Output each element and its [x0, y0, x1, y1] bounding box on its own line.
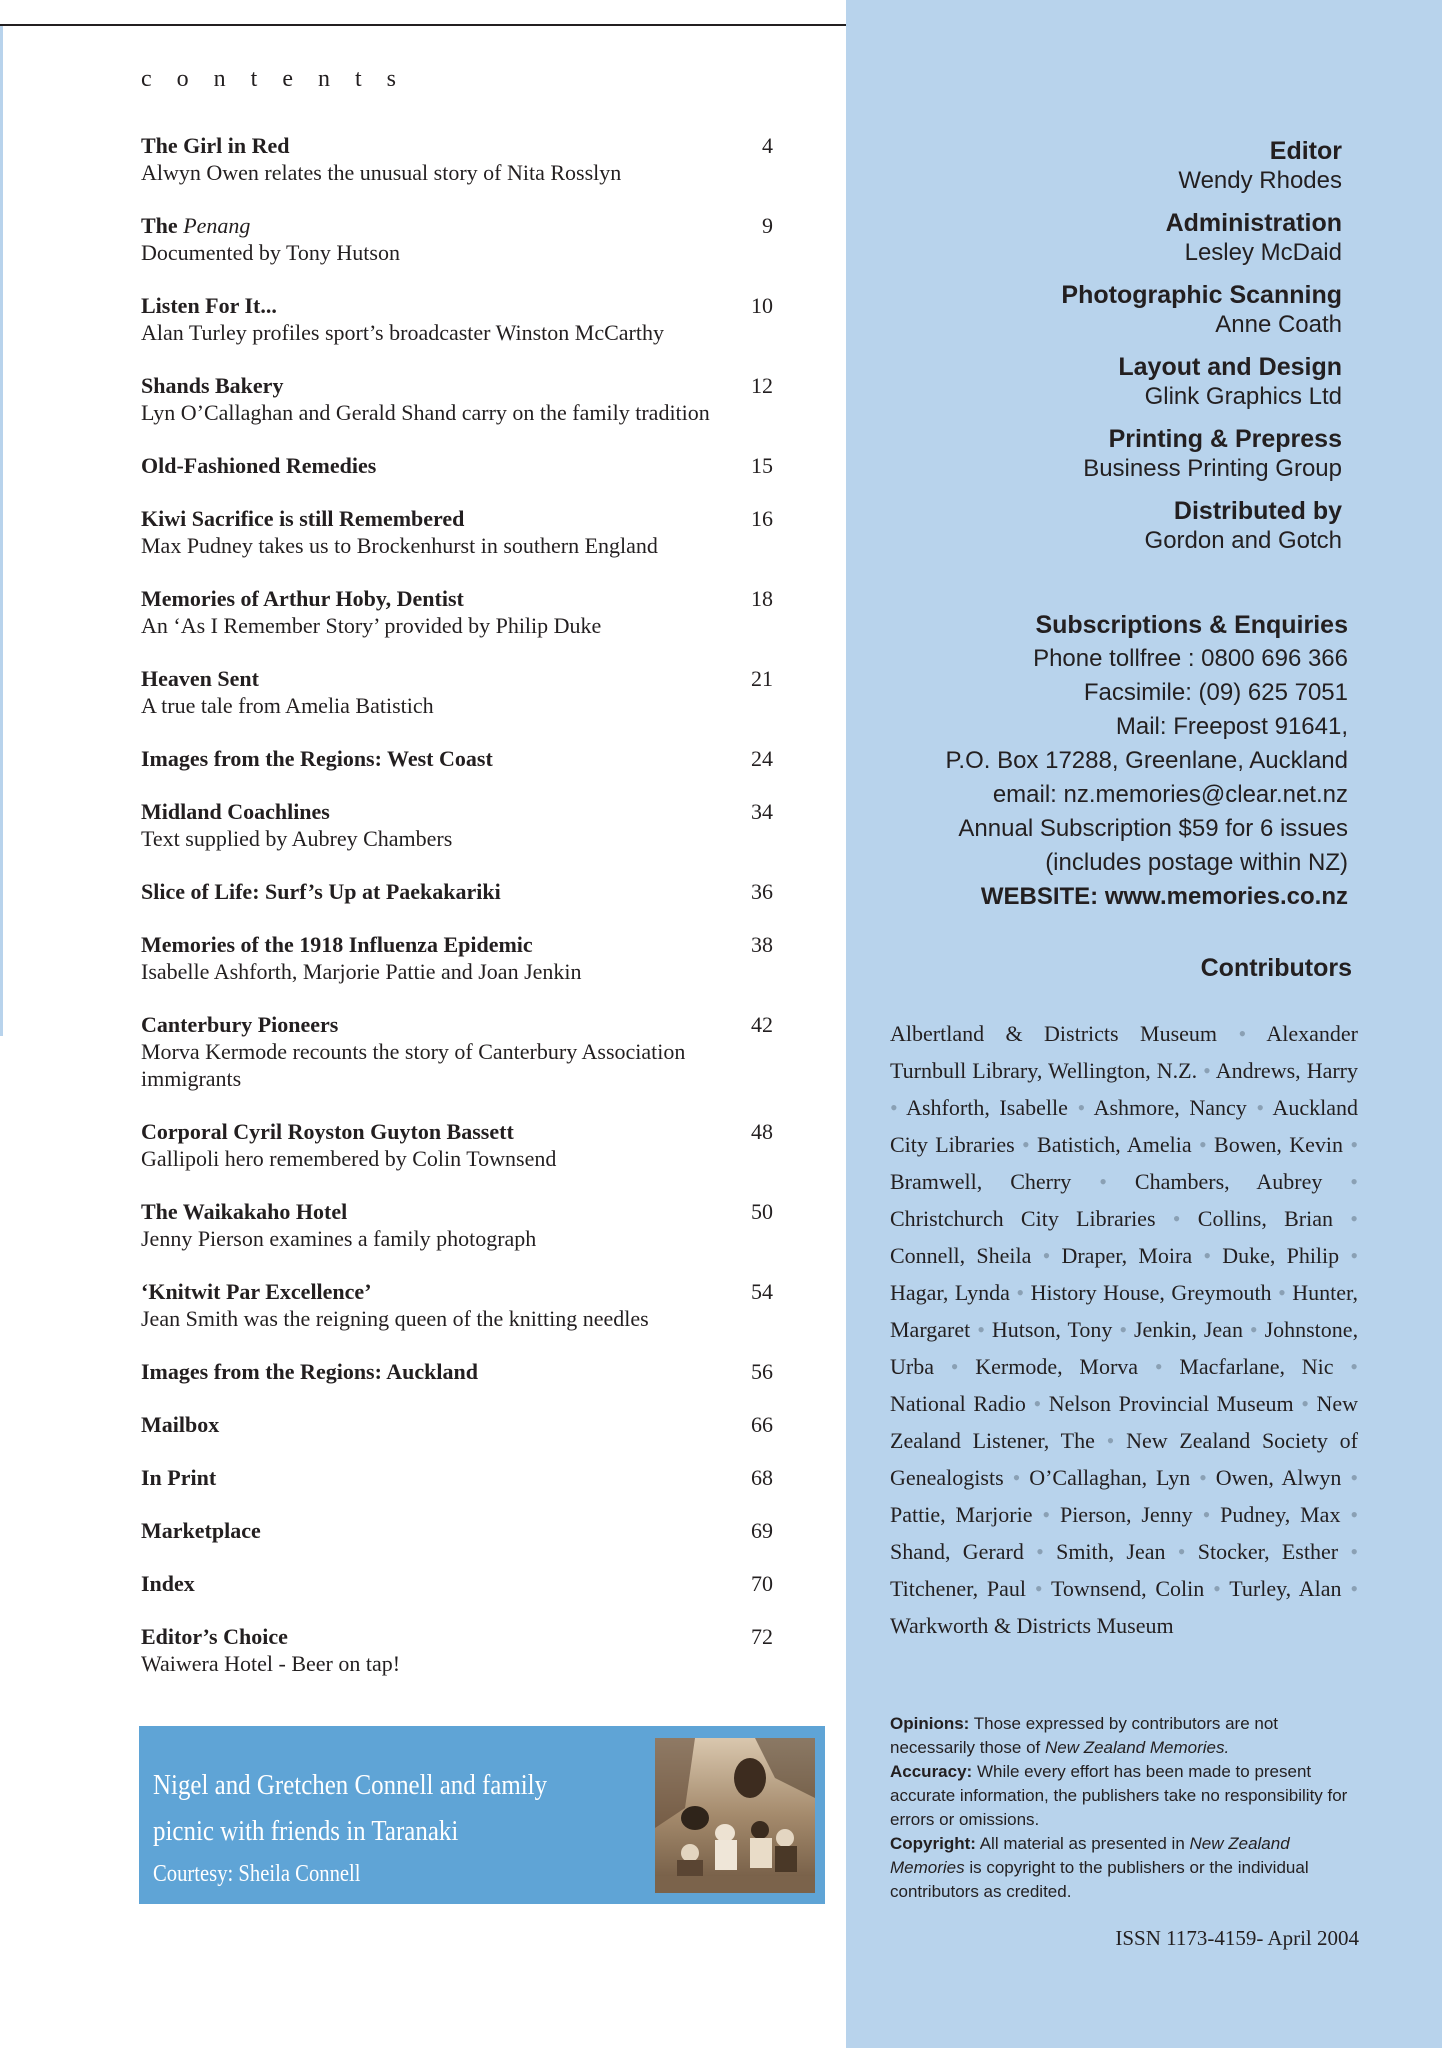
contributor-name: Turley, Alan — [1229, 1576, 1342, 1601]
contributor-name: Pierson, Jenny — [1059, 1502, 1193, 1527]
email-link[interactable]: email: nz.memories@clear.net.nz — [992, 781, 1348, 808]
toc-subtitle: Text supplied by Aubrey Chambers — [141, 826, 453, 851]
toc-entry[interactable] — [141, 132, 781, 186]
toc-entry[interactable] — [141, 1411, 781, 1438]
toc-title: The Waikakaho Hotel — [141, 1199, 348, 1224]
toc-entry[interactable] — [141, 292, 781, 346]
website-link[interactable]: WEBSITE: www.memories.co.nz — [980, 883, 1348, 910]
staff-name: Glink Graphics Ltd — [1144, 383, 1342, 410]
bullet-separator: • — [1203, 1058, 1211, 1083]
bullet-separator: • — [1350, 1243, 1359, 1268]
bullet-separator: • — [1301, 1391, 1309, 1416]
toc-entry[interactable] — [141, 1464, 781, 1491]
contributors-list — [890, 1015, 1358, 1644]
copyright-text-2: is copyright to the publishers or the individual contributors as credited. — [890, 1858, 1309, 1901]
toc-subtitle: Morva Kermode recounts the story of Canterbury Association immigrants — [141, 1039, 686, 1091]
toc-entry[interactable] — [141, 505, 781, 559]
staff-role: Distributed by — [1173, 497, 1342, 525]
contributor-name: Hagar, Lynda — [890, 1280, 1010, 1305]
contributor-name: New Zealand Society of Genealogists — [890, 1428, 1359, 1490]
toc-entry[interactable] — [141, 1517, 781, 1544]
toc-title: In Print — [141, 1465, 217, 1490]
toc-title: The Girl in Red — [141, 133, 290, 158]
toc-title: Images from the Regions: West Coast — [141, 746, 493, 771]
bullet-separator: • — [1154, 1354, 1163, 1379]
toc-entry[interactable] — [141, 931, 781, 985]
toc-subtitle: Alwyn Owen relates the unusual story of Nita Rosslyn — [141, 160, 622, 185]
toc-page: 54 — [751, 1279, 773, 1304]
copyright-label: Copyright: — [890, 1834, 976, 1853]
bullet-separator: • — [1249, 1317, 1258, 1342]
contributor-name: Titchener, Paul — [890, 1576, 1027, 1601]
toc-page: 42 — [751, 1012, 773, 1037]
toc-page: 69 — [751, 1518, 773, 1543]
toc-page: 48 — [751, 1119, 773, 1144]
contributor-name: Nelson Provincial Museum — [1048, 1391, 1294, 1416]
contents-heading: contents — [141, 66, 421, 92]
contributor-name: Hutson, Tony — [991, 1317, 1113, 1342]
contributor-name: Connell, Sheila — [890, 1243, 1032, 1268]
phone: Phone tollfree : 0800 696 366 — [1033, 645, 1348, 672]
toc-page: 9 — [762, 213, 773, 238]
staff-name: Business Printing Group — [1083, 455, 1342, 482]
toc-page: 66 — [751, 1412, 773, 1437]
postage-note: (includes postage within NZ) — [1045, 849, 1348, 876]
toc-page: 15 — [751, 453, 773, 478]
contributor-name: Batistich, Amelia — [1037, 1132, 1192, 1157]
contributor-name: New Zealand Listener, The — [890, 1391, 1359, 1453]
toc-title: Index — [141, 1571, 195, 1596]
toc-title — [141, 212, 250, 239]
copyright-text: All material as presented in — [975, 1834, 1190, 1853]
contributor-name: Draper, Moira — [1061, 1243, 1193, 1268]
contributor-name: Albertland & Districts Museum — [890, 1021, 1218, 1046]
issn: ISSN 1173-4159- April 2004 — [1115, 1926, 1359, 1950]
opinions-text: Those expressed by contributors are not necessarily those of — [890, 1714, 1279, 1757]
bullet-separator: • — [1198, 1132, 1207, 1157]
toc-subtitle: Lyn O’Callaghan and Gerald Shand carry on the family tradition — [141, 400, 710, 425]
bullet-separator: • — [1213, 1576, 1221, 1601]
toc-entry[interactable] — [141, 1570, 781, 1597]
toc-page: 10 — [751, 293, 773, 318]
bullet-separator: • — [1016, 1280, 1025, 1305]
toc-title: Corporal Cyril Royston Guyton Bassett — [141, 1119, 514, 1144]
staff-credits — [902, 136, 1342, 568]
contributor-name: O’Callaghan, Lyn — [1029, 1465, 1191, 1490]
toc-subtitle: Max Pudney takes us to Brockenhurst in southern England — [141, 533, 658, 558]
toc-title: Heaven Sent — [141, 666, 259, 691]
staff-name: Gordon and Gotch — [1144, 527, 1342, 554]
bullet-separator: • — [1034, 1576, 1043, 1601]
fax: Facsimile: (09) 625 7051 — [1083, 679, 1348, 706]
caption-line-2: picnic with friends in Taranaki — [153, 1815, 459, 1847]
staff-name: Anne Coath — [1215, 311, 1342, 338]
bullet-separator: • — [1350, 1132, 1359, 1157]
contributor-name: National Radio — [890, 1391, 1026, 1416]
contributor-name: Ashmore, Nancy — [1093, 1095, 1247, 1120]
toc-subtitle: Jenny Pierson examines a family photograph — [141, 1226, 537, 1251]
contributor-name: Jenkin, Jean — [1133, 1317, 1243, 1342]
bullet-separator: • — [1077, 1095, 1086, 1120]
toc-subtitle: Isabelle Ashforth, Marjorie Pattie and Joan Jenkin — [141, 959, 582, 984]
annual-subscription: Annual Subscription $59 for 6 issues — [958, 815, 1348, 842]
toc-subtitle: A true tale from Amelia Batistich — [141, 693, 434, 718]
toc-subtitle: An ‘As I Remember Story’ provided by Philip Duke — [141, 613, 602, 638]
staff-name: Lesley McDaid — [1184, 239, 1342, 266]
toc-entry[interactable] — [141, 372, 781, 426]
contributor-name: Owen, Alwyn — [1215, 1465, 1342, 1490]
toc-subtitle: Gallipoli hero remembered by Colin Townsend — [141, 1146, 557, 1171]
toc-title: ‘Knitwit Par Excellence’ — [141, 1279, 372, 1304]
left-accent-bar — [0, 26, 3, 1036]
contributor-name: Bramwell, Cherry — [890, 1169, 1072, 1194]
staff-role: Printing & Prepress — [1108, 425, 1342, 453]
bullet-separator: • — [1350, 1539, 1359, 1564]
toc-entry[interactable] — [141, 878, 781, 905]
staff-name: Wendy Rhodes — [1178, 167, 1342, 194]
toc-page: 18 — [751, 586, 773, 611]
bullet-separator: • — [1106, 1428, 1115, 1453]
toc-title: Mailbox — [141, 1412, 220, 1437]
accuracy-text: While every effort has been made to present accurate information, the publishers take no responsibility for errors or omissions. — [890, 1762, 1348, 1829]
bullet-separator: • — [1350, 1354, 1358, 1379]
toc-entry[interactable] — [141, 1011, 781, 1092]
toc-entry[interactable] — [141, 798, 781, 852]
contributor-name: Andrews, Harry — [1215, 1058, 1359, 1083]
toc-title: Memories of Arthur Hoby, Dentist — [141, 586, 464, 611]
bullet-separator: • — [1177, 1539, 1186, 1564]
bullet-separator: • — [1350, 1169, 1358, 1194]
bullet-separator: • — [1350, 1576, 1359, 1601]
toc-title: Marketplace — [141, 1518, 261, 1543]
bullet-separator: • — [1238, 1021, 1247, 1046]
toc-title: Shands Bakery — [141, 373, 284, 398]
bullet-separator: • — [890, 1095, 898, 1120]
contributor-name: Duke, Philip — [1222, 1243, 1340, 1268]
opinions-italic: New Zealand Memories. — [1044, 1738, 1230, 1757]
bullet-separator: • — [1042, 1243, 1051, 1268]
contributor-name: Hunter, Margaret — [890, 1280, 1359, 1342]
subscriptions-title: Subscriptions & Enquiries — [1035, 611, 1348, 639]
table-of-contents — [141, 132, 781, 1703]
toc-subtitle: Documented by Tony Hutson — [141, 240, 400, 265]
toc-entry[interactable] — [141, 1278, 781, 1332]
toc-page: 4 — [762, 133, 773, 158]
toc-title: Images from the Regions: Auckland — [141, 1359, 478, 1384]
toc-entry[interactable] — [141, 745, 781, 772]
bullet-separator: • — [1350, 1206, 1358, 1231]
toc-page: 21 — [751, 666, 773, 691]
bullet-separator: • — [1203, 1243, 1212, 1268]
contributor-name: Warkworth & Districts Museum — [890, 1613, 1174, 1638]
bullet-separator: • — [1012, 1465, 1021, 1490]
toc-title: Old-Fashioned Remedies — [141, 453, 377, 478]
toc-title: Slice of Life: Surf’s Up at Paekakariki — [141, 879, 501, 904]
opinions-label: Opinions: — [890, 1714, 970, 1733]
cover-photo-caption — [139, 1726, 825, 1904]
contributor-name: Macfarlane, Nic — [1179, 1354, 1334, 1379]
contributor-name: Bowen, Kevin — [1214, 1132, 1343, 1157]
contributor-name: Townsend, Colin — [1050, 1576, 1205, 1601]
bullet-separator: • — [1099, 1169, 1107, 1194]
toc-page: 50 — [751, 1199, 773, 1224]
toc-entry[interactable] — [141, 1198, 781, 1252]
staff-role: Photographic Scanning — [1061, 281, 1342, 309]
toc-title: Listen For It... — [141, 293, 277, 318]
contributor-name: Christchurch City Libraries — [890, 1206, 1156, 1231]
accuracy-label: Accuracy: — [890, 1762, 973, 1781]
toc-entry[interactable] — [141, 452, 781, 479]
toc-title: Memories of the 1918 Influenza Epidemic — [141, 932, 533, 957]
toc-entry[interactable] — [141, 212, 781, 266]
bullet-separator: • — [1350, 1502, 1359, 1527]
contributor-name: Pattie, Marjorie — [890, 1502, 1033, 1527]
toc-page: 34 — [751, 799, 773, 824]
bullet-separator: • — [1119, 1317, 1128, 1342]
toc-page: 12 — [751, 373, 773, 398]
toc-page: 68 — [751, 1465, 773, 1490]
toc-page: 16 — [751, 506, 773, 531]
toc-entry[interactable] — [141, 585, 781, 639]
staff-role: Administration — [1165, 209, 1342, 237]
subscriptions-block — [828, 608, 1348, 914]
legal-notice — [890, 1712, 1350, 1904]
toc-subtitle: Alan Turley profiles sport’s broadcaster Winston McCarthy — [141, 320, 664, 345]
top-rule — [0, 24, 846, 26]
mail: Mail: Freepost 91641, — [1115, 713, 1348, 740]
contributor-name: Stocker, Esther — [1197, 1539, 1339, 1564]
caption-courtesy: Courtesy: Sheila Connell — [153, 1861, 361, 1887]
toc-page: 72 — [751, 1624, 773, 1649]
toc-page: 38 — [751, 932, 773, 957]
po-box: P.O. Box 17288, Greenlane, Auckland — [945, 747, 1348, 774]
bullet-separator: • — [1172, 1206, 1181, 1231]
toc-title: Kiwi Sacrifice is still Remembered — [141, 506, 465, 531]
bullet-separator: • — [1033, 1391, 1042, 1416]
bullet-separator: • — [977, 1317, 985, 1342]
caption-text — [153, 1762, 653, 1894]
bullet-separator: • — [1256, 1095, 1265, 1120]
toc-entry[interactable] — [141, 1118, 781, 1172]
contributor-name: Pudney, Max — [1220, 1502, 1341, 1527]
toc-title-italic: Penang — [183, 213, 251, 238]
toc-entry[interactable] — [141, 1358, 781, 1385]
contributor-name: Shand, Gerard — [890, 1539, 1024, 1564]
toc-page: 56 — [751, 1359, 773, 1384]
bullet-separator: • — [1350, 1465, 1359, 1490]
toc-title: Editor’s Choice — [141, 1624, 288, 1649]
toc-subtitle: Waiwera Hotel - Beer on tap! — [141, 1651, 401, 1676]
toc-entry[interactable] — [141, 665, 781, 719]
family-picnic-photo — [655, 1738, 815, 1893]
toc-page: 70 — [751, 1571, 773, 1596]
bullet-separator: • — [1042, 1502, 1051, 1527]
bullet-separator: • — [1202, 1502, 1211, 1527]
contributor-name: Kermode, Morva — [975, 1354, 1139, 1379]
bullet-separator: • — [950, 1354, 959, 1379]
contributor-name: Alexander Turnbull Library, Wellington, N.Z. — [890, 1021, 1359, 1083]
toc-title-prefix: The — [141, 213, 184, 238]
toc-subtitle: Jean Smith was the reigning queen of the knitting needles — [141, 1306, 649, 1331]
contributor-name: Collins, Brian — [1197, 1206, 1334, 1231]
toc-title: Midland Coachlines — [141, 799, 330, 824]
toc-entry[interactable] — [141, 1623, 781, 1677]
copyright-italic: New Zealand Memories — [890, 1834, 1290, 1877]
bullet-separator: • — [1022, 1132, 1030, 1157]
bullet-separator: • — [1278, 1280, 1286, 1305]
staff-role: Layout and Design — [1118, 353, 1342, 381]
contributor-name: Ashforth, Isabelle — [906, 1095, 1068, 1120]
contributors-title: Contributors — [1200, 954, 1352, 982]
toc-page: 24 — [751, 746, 773, 771]
contributor-name: Smith, Jean — [1056, 1539, 1166, 1564]
bullet-separator: • — [1036, 1539, 1044, 1564]
toc-page: 36 — [751, 879, 773, 904]
staff-role: Editor — [1269, 137, 1342, 165]
contributor-name: History House, Greymouth — [1030, 1280, 1272, 1305]
toc-title: Canterbury Pioneers — [141, 1012, 339, 1037]
bullet-separator: • — [1199, 1465, 1207, 1490]
contributor-name: Auckland City Libraries — [890, 1095, 1358, 1157]
caption-line-1: Nigel and Gretchen Connell and family — [153, 1769, 548, 1801]
contributor-name: Johnstone, Urba — [890, 1317, 1359, 1379]
contributor-name: Chambers, Aubrey — [1134, 1169, 1323, 1194]
